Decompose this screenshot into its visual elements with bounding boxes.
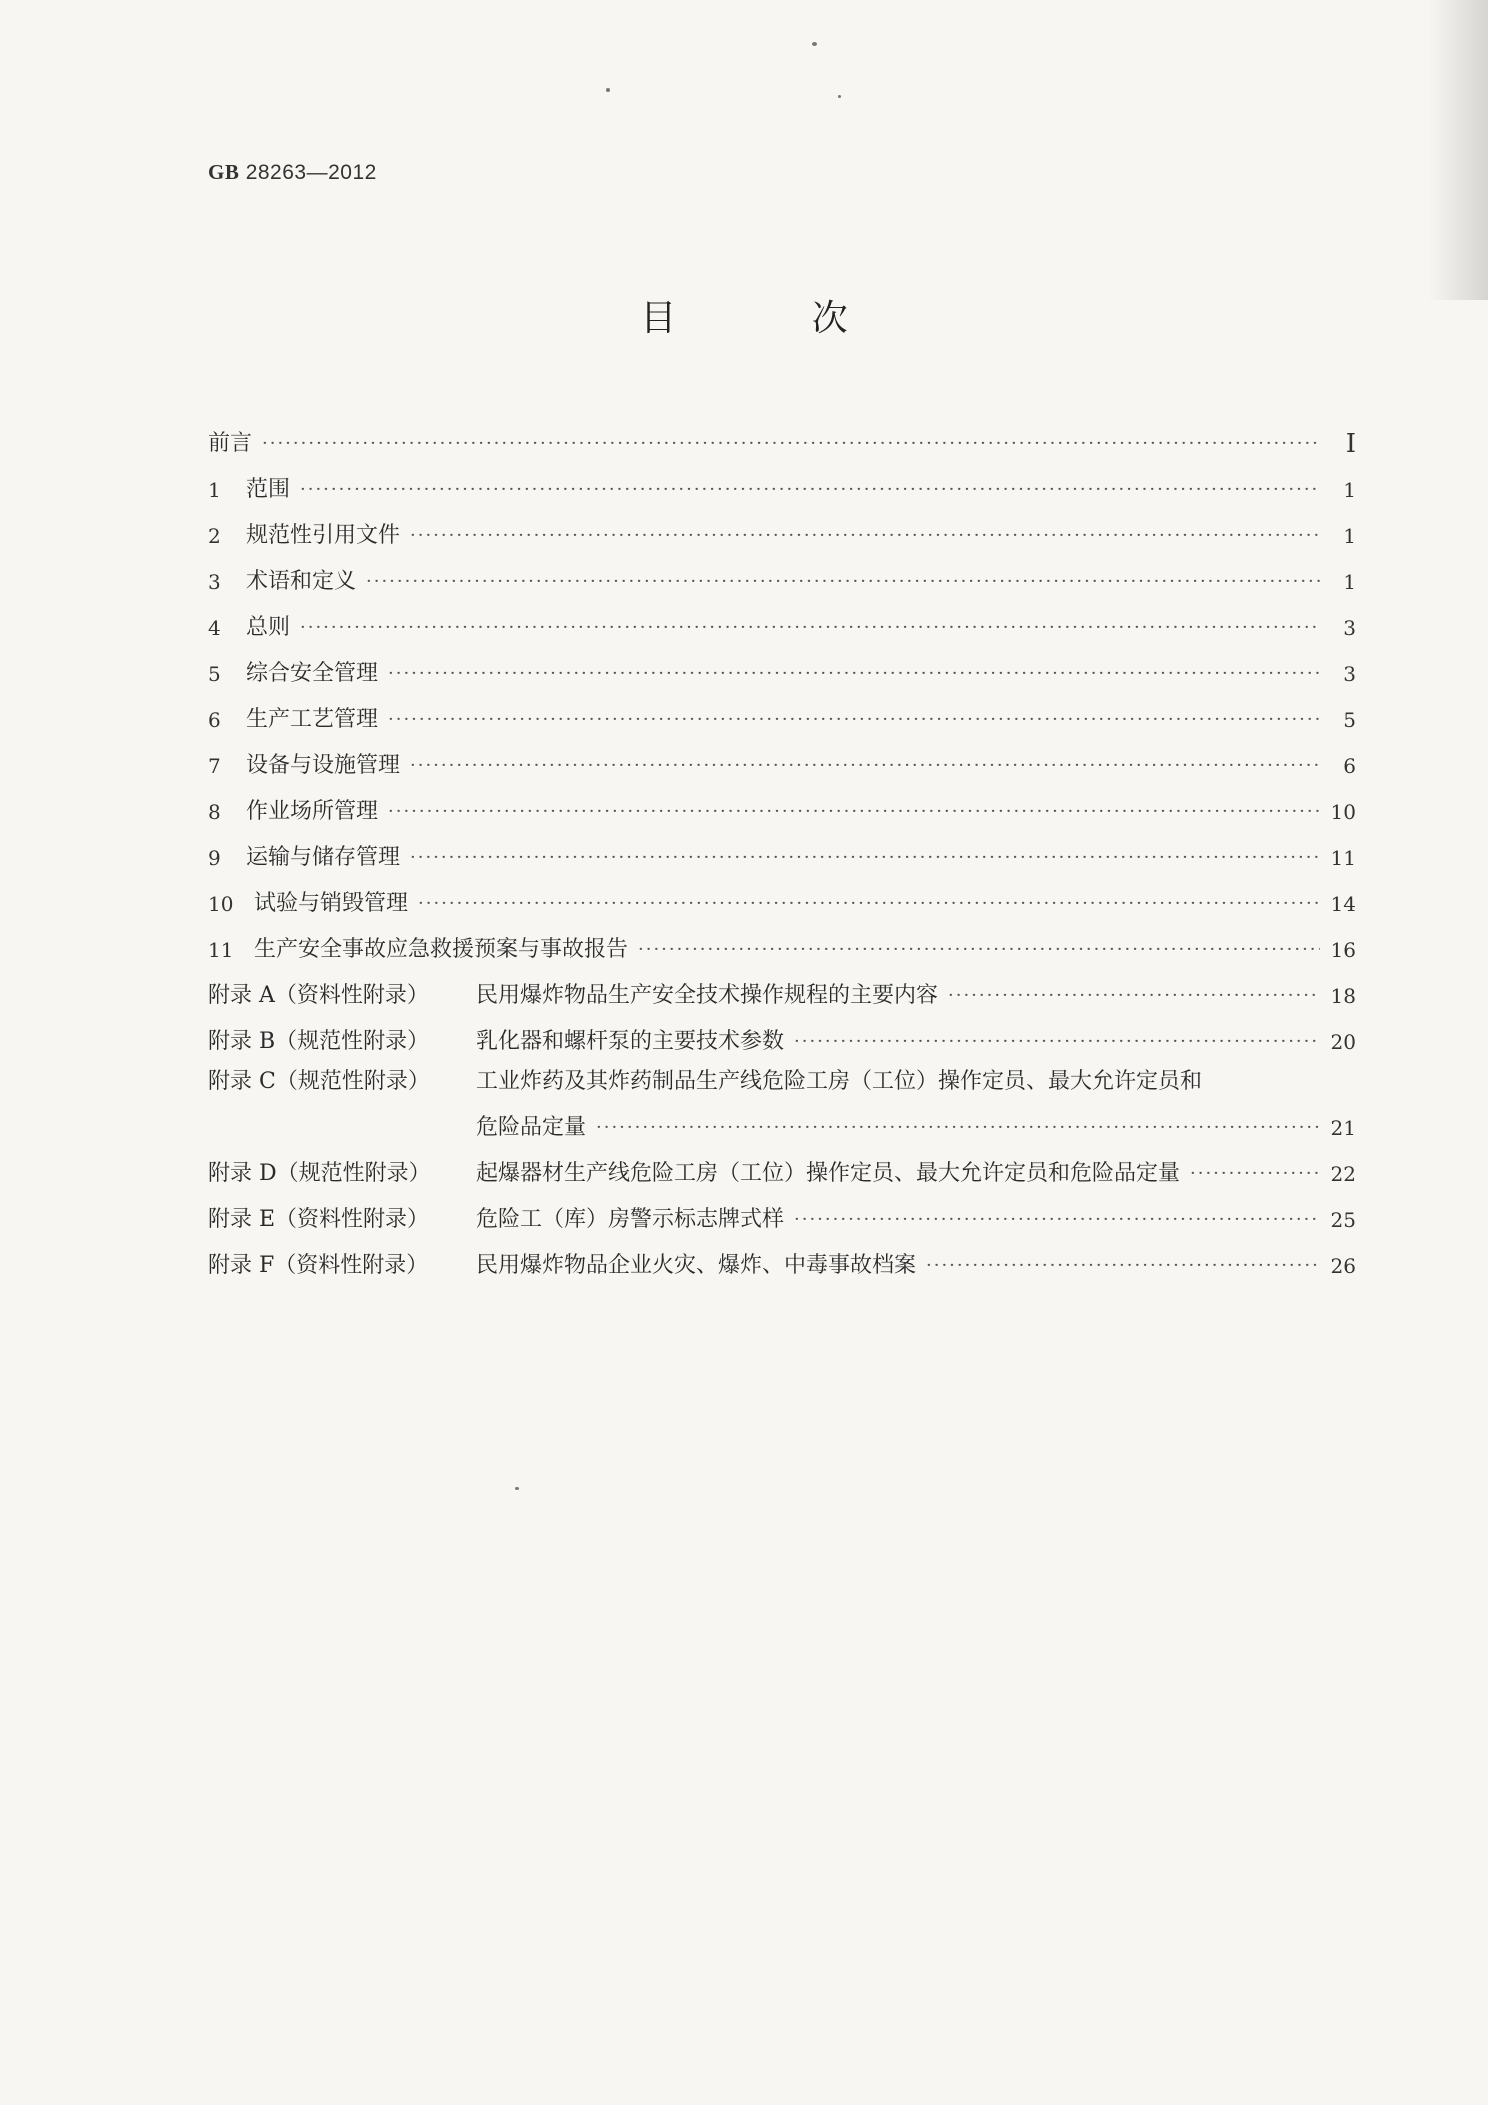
scan-speck: [838, 95, 841, 98]
appendix-entry[interactable]: [208, 1010, 1356, 1056]
toc-entry-label: 设备与设施管理: [246, 753, 401, 778]
toc-entry[interactable]: [208, 550, 1356, 596]
dot-leader: [794, 1028, 1320, 1056]
toc-entry-label: 术语和定义: [246, 569, 357, 594]
appendix-label: 附录 F（资料性附录）: [208, 1253, 429, 1278]
toc-entry-label: 生产安全事故应急救援预案与事故报告: [254, 937, 629, 962]
toc-entry-page: 11: [1330, 846, 1356, 870]
toc-entry[interactable]: [208, 642, 1356, 688]
toc-entry-number: 8: [208, 800, 221, 824]
dot-leader: [596, 1114, 1320, 1142]
appendix-page: 20: [1330, 1030, 1356, 1054]
toc-entry-page: 6: [1343, 754, 1356, 778]
appendix-page: 25: [1330, 1208, 1356, 1232]
toc-entry-number: 9: [208, 846, 221, 870]
toc-entry-page: 10: [1330, 800, 1356, 824]
appendix-label: 附录 C（规范性附录）: [208, 1069, 430, 1094]
toc-entry-number: 2: [208, 524, 221, 548]
standard-code: [208, 160, 377, 185]
appendix-entry[interactable]: [208, 1142, 1356, 1188]
appendix-title-continued: 危险品定量: [476, 1115, 587, 1140]
appendix-title: 乳化器和螺杆泵的主要技术参数: [476, 1029, 785, 1054]
toc-entry-page: 16: [1330, 938, 1356, 962]
dot-leader: [388, 706, 1320, 734]
appendix-entry[interactable]: [208, 1188, 1356, 1234]
appendix-entry[interactable]: [208, 964, 1356, 1010]
toc-entry[interactable]: [208, 688, 1356, 734]
toc-entry-page: 1: [1343, 570, 1356, 594]
toc-entry[interactable]: [208, 504, 1356, 550]
appendix-label: 附录 B（规范性附录）: [208, 1029, 430, 1054]
appendix-entry[interactable]: [208, 1234, 1356, 1280]
toc-entry-number: 6: [208, 708, 221, 732]
dot-leader: [300, 476, 1320, 504]
dot-leader: [262, 430, 1320, 458]
table-of-contents: [208, 412, 1356, 1280]
appendix-title: 民用爆炸物品企业火灾、爆炸、中毒事故档案: [476, 1253, 917, 1278]
standard-number: 28263—2012: [245, 161, 377, 184]
toc-entry[interactable]: [208, 412, 1356, 458]
dot-leader: [410, 844, 1320, 872]
appendix-page: 21: [1330, 1116, 1356, 1140]
appendix-title: 起爆器材生产线危险工房（工位）操作定员、最大允许定员和危险品定量: [476, 1161, 1181, 1186]
toc-entry[interactable]: [208, 780, 1356, 826]
toc-entry[interactable]: [208, 458, 1356, 504]
toc-entry-page: 5: [1343, 708, 1356, 732]
scan-speck: [606, 88, 610, 92]
scan-edge-shadow: [1428, 0, 1488, 300]
appendix-page: 26: [1330, 1254, 1356, 1278]
toc-entry-number: 11: [208, 938, 234, 962]
toc-entry-page: 14: [1330, 892, 1356, 916]
appendix-label: 附录 D（规范性附录）: [208, 1161, 431, 1186]
toc-entry-number: 7: [208, 754, 221, 778]
toc-entry-page: Ⅰ: [1345, 429, 1356, 459]
dot-leader: [388, 660, 1320, 688]
page-title: 目 次: [640, 298, 910, 339]
dot-leader: [1190, 1160, 1320, 1188]
toc-entry-page: 1: [1343, 524, 1356, 548]
toc-entry[interactable]: [208, 734, 1356, 780]
dot-leader: [366, 568, 1320, 596]
toc-entry-number: 10: [208, 892, 234, 916]
dot-leader: [926, 1252, 1320, 1280]
toc-entry-label: 规范性引用文件: [246, 523, 401, 548]
dot-leader: [418, 890, 1320, 918]
toc-entry-label: 范围: [246, 477, 291, 502]
scan-speck: [515, 1487, 519, 1490]
scan-speck: [812, 42, 817, 46]
toc-entry-label: 前言: [208, 431, 253, 456]
toc-entry-page: 1: [1343, 478, 1356, 502]
toc-entry-label: 运输与储存管理: [246, 845, 401, 870]
toc-entry[interactable]: [208, 918, 1356, 964]
dot-leader: [794, 1206, 1320, 1234]
dot-leader: [410, 752, 1320, 780]
toc-entry-number: 4: [208, 616, 221, 640]
standard-prefix: GB: [208, 160, 240, 184]
appendix-entry-continuation[interactable]: [208, 1096, 1356, 1142]
toc-entry-number: 1: [208, 478, 221, 502]
dot-leader: [638, 936, 1320, 964]
toc-entry-label: 试验与销毁管理: [254, 891, 409, 916]
appendix-title: 民用爆炸物品生产安全技术操作规程的主要内容: [476, 983, 939, 1008]
appendix-label: 附录 E（资料性附录）: [208, 1207, 430, 1232]
dot-leader: [948, 982, 1320, 1010]
toc-entry-label: 总则: [246, 615, 291, 640]
dot-leader: [388, 798, 1320, 826]
toc-entry-page: 3: [1343, 662, 1356, 686]
toc-entry-label: 生产工艺管理: [246, 707, 379, 732]
toc-entry[interactable]: [208, 826, 1356, 872]
toc-entry-page: 3: [1343, 616, 1356, 640]
dot-leader: [410, 522, 1320, 550]
toc-entry-number: 3: [208, 570, 221, 594]
appendix-title: 工业炸药及其炸药制品生产线危险工房（工位）操作定员、最大允许定员和: [476, 1069, 1203, 1094]
appendix-label: 附录 A（资料性附录）: [208, 983, 429, 1008]
appendix-title: 危险工（库）房警示标志牌式样: [476, 1207, 785, 1232]
dot-leader: [300, 614, 1320, 642]
toc-entry-number: 5: [208, 662, 221, 686]
appendix-entry[interactable]: [208, 1056, 1356, 1096]
toc-entry-label: 作业场所管理: [246, 799, 379, 824]
appendix-page: 18: [1330, 984, 1356, 1008]
toc-entry[interactable]: [208, 872, 1356, 918]
appendix-page: 22: [1330, 1162, 1356, 1186]
toc-entry-label: 综合安全管理: [246, 661, 379, 686]
toc-entry[interactable]: [208, 596, 1356, 642]
